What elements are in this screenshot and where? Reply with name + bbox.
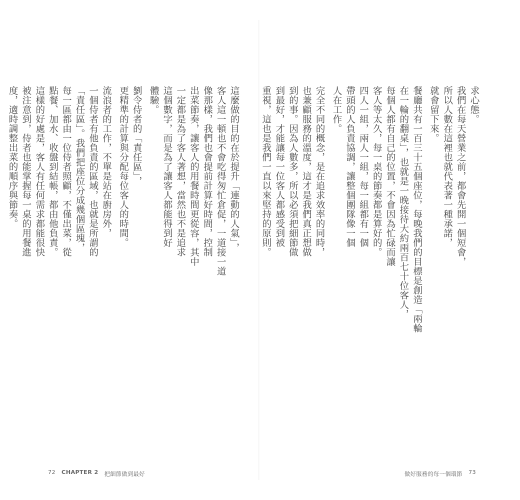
text-column: 重視，這也是我們一直以來堅持的原則。	[259, 86, 271, 257]
right-page-footer	[405, 470, 476, 478]
text-column: 餐廳共有一百三十五個座位，每晚我們的目標是創造「兩輪	[410, 86, 422, 333]
text-column: 到最好，才能讓每一位客人都感受到被	[273, 86, 285, 248]
text-column: 更精準的計算與分配每位客人的時間。	[117, 86, 129, 248]
left-chapter-title: 把細節做到最好	[104, 472, 145, 478]
text-column: 四人一組，兩人一組，每一組都有一個	[357, 86, 369, 248]
text-column: 到的事。因為人數多，所以必須把細節做	[286, 86, 298, 257]
text-column: 流浪者的工作，不單是站在廚房外，	[100, 86, 112, 238]
right-page-number: 73	[468, 470, 476, 476]
text-column: 每一區都由一位侍者照顧，不僅出菜，從	[60, 86, 72, 257]
text-column: 在一輪的翻桌」，也就是一晚接待大約兩百七十位客人，	[397, 86, 409, 319]
text-column: 被注意到，侍者也能掌握每一桌的用餐進	[19, 86, 31, 257]
text-column: 體驗。	[147, 86, 159, 115]
text-column: 所以人數在這裡也就代表著一種承諾，	[441, 86, 453, 248]
text-column: 這麼做的目的在於提升「連動的人氣」，	[228, 86, 239, 253]
text-column: 每個人都有自己的位置，不會因為忙碌而讓	[384, 86, 396, 267]
text-column: 點餐、加水、收盤到結帳，都由他負責。	[46, 86, 58, 257]
text-column: 這個數字，而是為了讓客人都能得到好	[161, 86, 173, 248]
text-column: 人在工作。	[330, 86, 342, 134]
left-page-number: 72	[48, 470, 56, 476]
text-column: 完全不同的概念，是在追求效率的同時，	[313, 86, 325, 257]
text-column: 這樣的好處是，客人有任何需求都能很快	[33, 86, 45, 257]
text-column: 一定都是為了客人著想，當然也不是追求	[174, 86, 186, 257]
text-column: 度，適時調整出菜的順序與節奏。	[6, 86, 18, 229]
text-column: 客人等太久，每一桌的節奏都是算好的。	[370, 86, 382, 257]
text-column: 「責任區」。我們把座位分成幾個區塊，	[73, 86, 85, 253]
text-column: 就會留下來。	[427, 86, 439, 143]
text-column: 像那樣，我們也會提前計算好時間，控制	[201, 86, 213, 257]
right-page-text	[259, 86, 479, 416]
text-column: 客人這一頓也不會吃得匆忙倉促，一道接一道	[214, 86, 226, 276]
text-column: 也兼顧服務的溫度，這才是我們真正想做	[300, 86, 312, 257]
text-column: 帶頭的人負責協調，讓整個團隊像一個	[343, 86, 355, 248]
left-page-text	[6, 86, 239, 416]
text-column: 求心態。	[468, 86, 479, 124]
right-section-title: 做好服務的每一個環節	[404, 472, 463, 478]
text-column: 出菜節奏，讓客人的用餐時間更從容，其中	[187, 86, 199, 267]
text-column: 劉令侍者的「責任區」，	[130, 86, 142, 186]
left-page-footer	[48, 470, 145, 478]
left-chapter-label: CHAPTER 2	[61, 470, 99, 476]
text-column: 我們在每天營業之前，都會先開一個短會，	[454, 86, 466, 267]
text-column: 一個侍者有他負責的區域，也就是所謂的	[86, 86, 98, 257]
